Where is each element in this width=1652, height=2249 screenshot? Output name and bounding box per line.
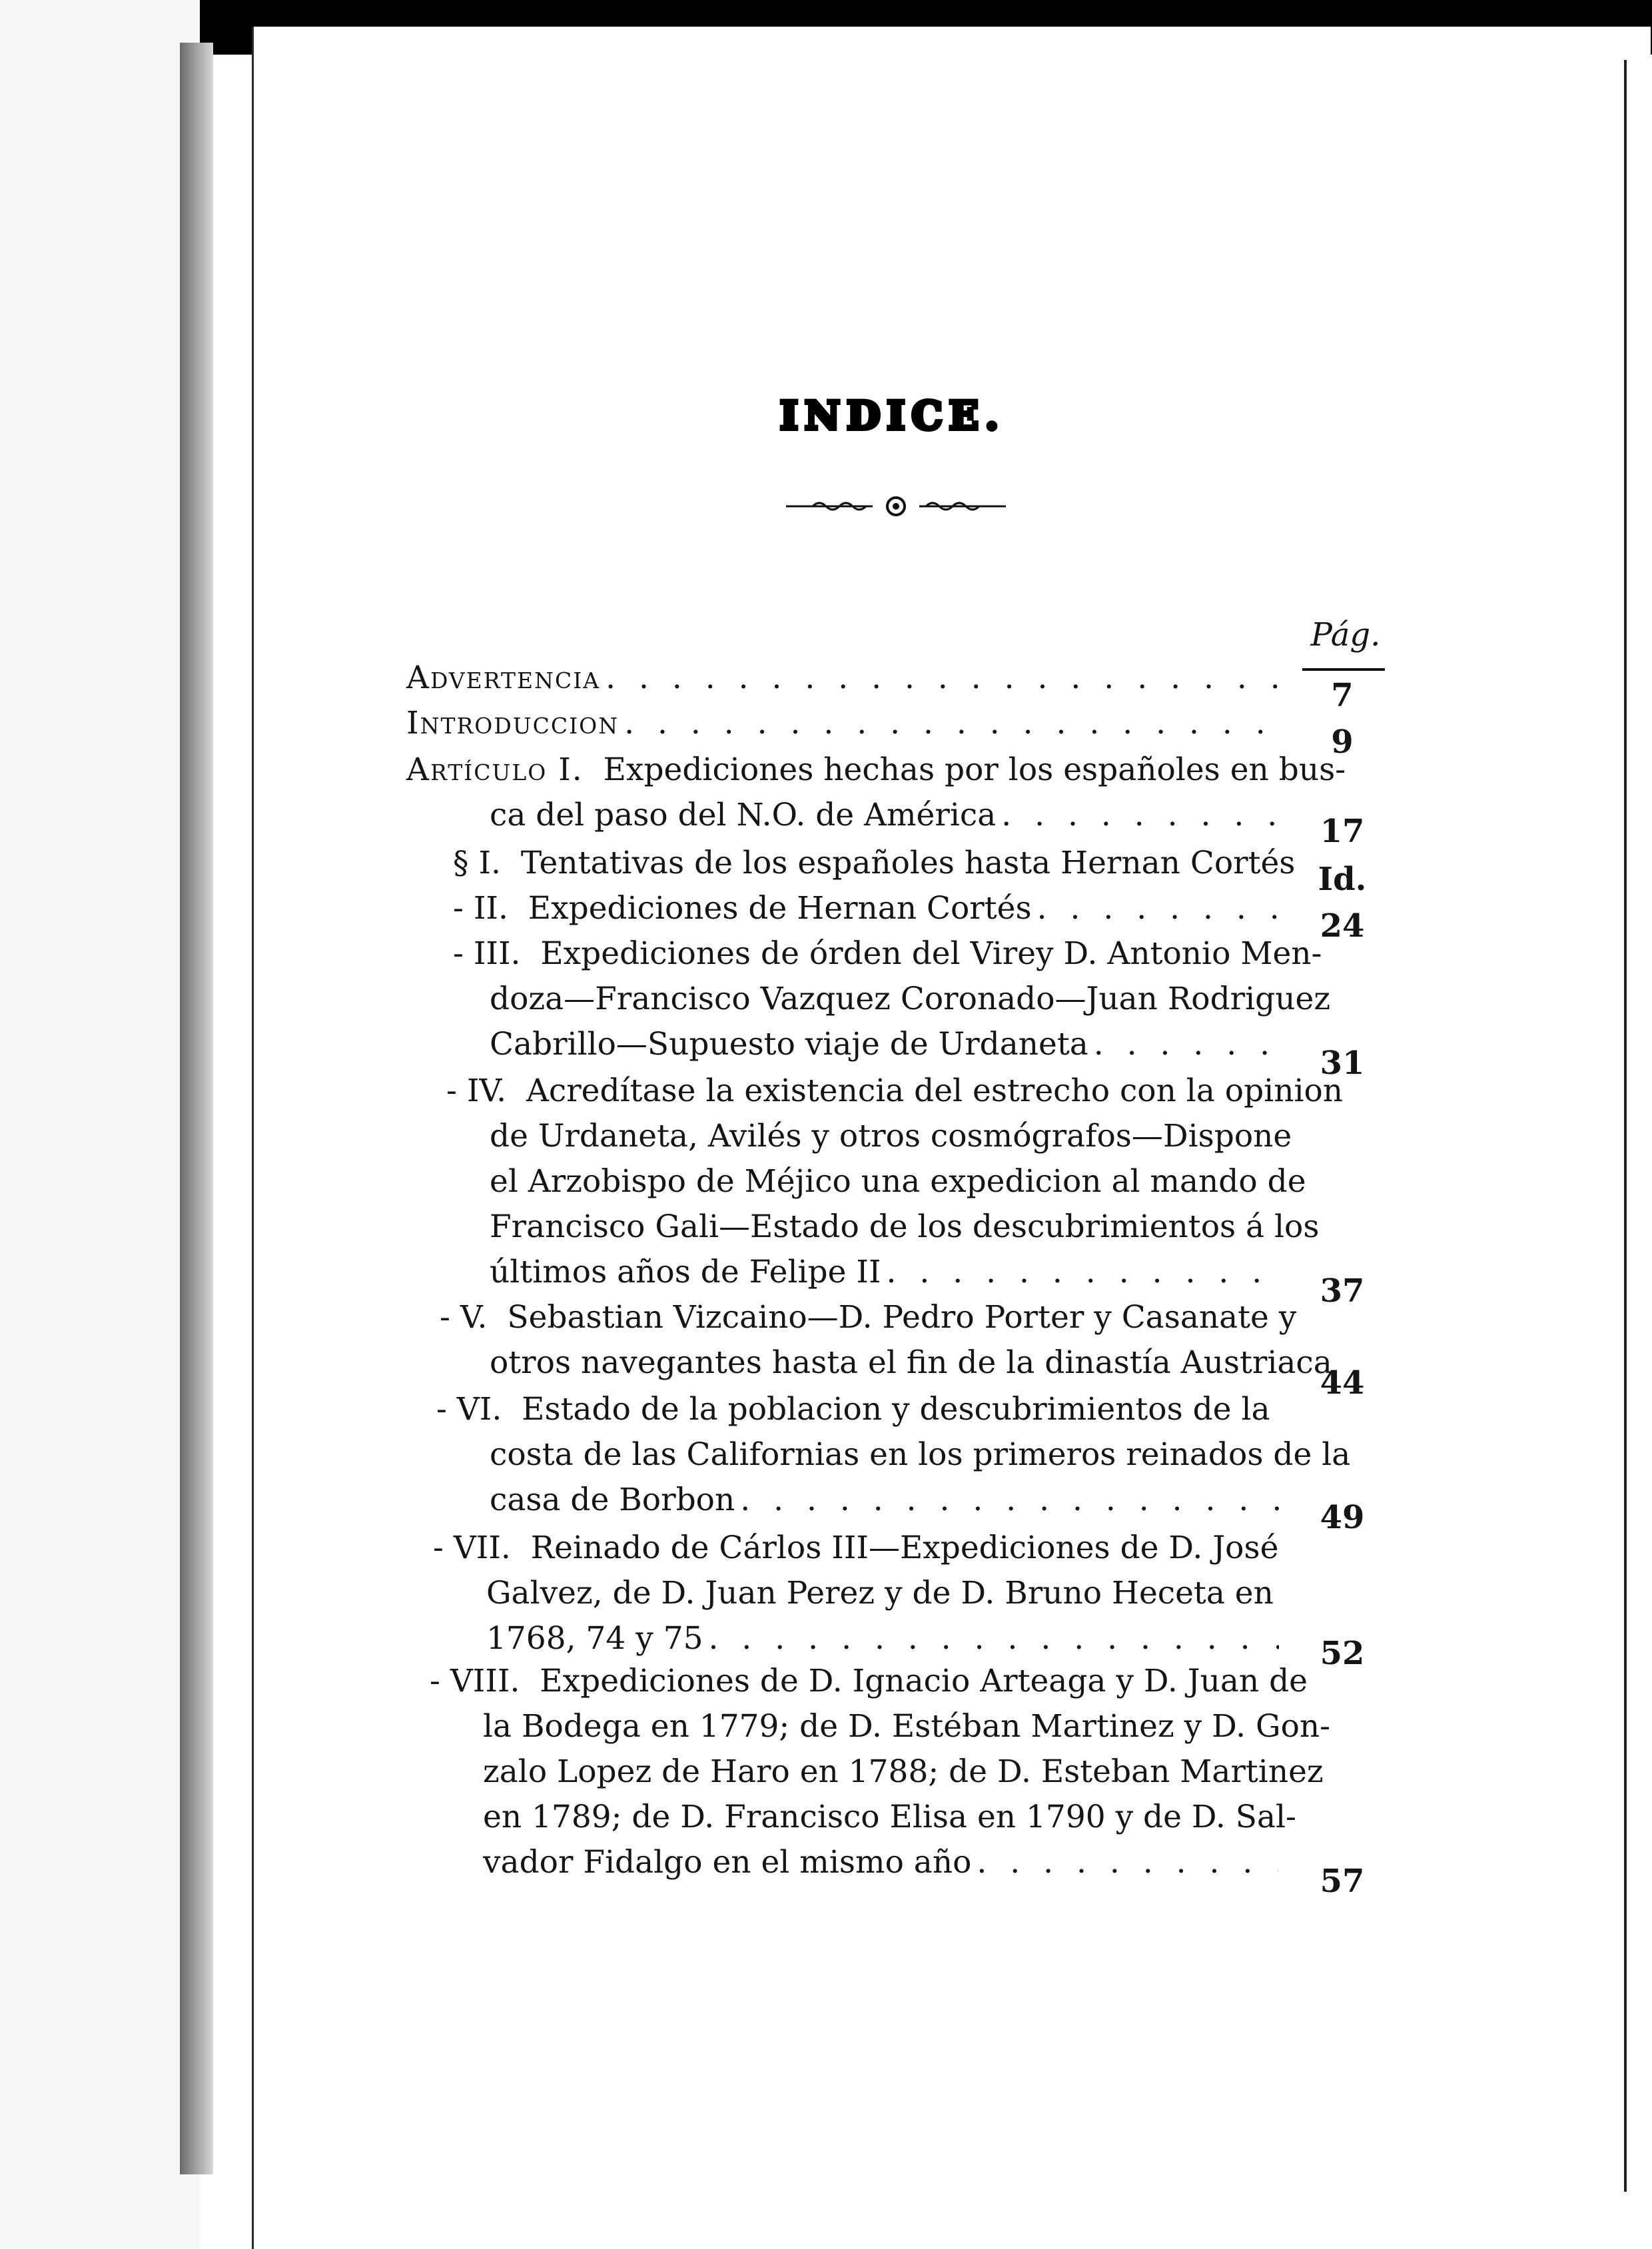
- entry-text: Acredítase la existencia del estrecho con la opinion: [526, 1073, 1344, 1109]
- page-title: INDICE.: [779, 393, 1006, 438]
- page-number: 49: [1320, 1499, 1365, 1536]
- page-number: 31: [1320, 1045, 1365, 1082]
- page-number: 9: [1331, 723, 1354, 761]
- entry-text: costa de las Californias en los primeros reinados de la: [490, 1436, 1351, 1473]
- toc-entry-section-1: [453, 841, 1296, 886]
- dot-leader: [1094, 1022, 1279, 1067]
- toc-entry-section-5: [440, 1295, 1332, 1386]
- toc-entry-section-6: [436, 1387, 1351, 1523]
- page-number: 57: [1320, 1863, 1365, 1900]
- title-ornament-icon: [786, 493, 1006, 520]
- dot-leader: [1037, 886, 1279, 931]
- entry-text: de Urdaneta, Avilés y otros cosmógrafos—Dispone: [490, 1118, 1292, 1154]
- entry-text: Expediciones de órden del Virey D. Antonio Men-: [540, 935, 1322, 972]
- entry-label: - VII.: [433, 1530, 511, 1566]
- entry-label: - VI.: [436, 1391, 502, 1428]
- page-number: 7: [1331, 677, 1354, 714]
- entry-label: - II.: [453, 890, 508, 927]
- entry-text: en 1789; de D. Francisco Elisa en 1790 y de D. Sal-: [483, 1799, 1296, 1835]
- entry-text: doza—Francisco Vazquez Coronado—Juan Rodriguez: [490, 981, 1331, 1017]
- toc-entry-section-8: [430, 1659, 1331, 1885]
- entry-text: casa de Borbon: [490, 1482, 735, 1518]
- book-spine-shadow: [180, 43, 213, 2174]
- entry-label: Introduccion: [406, 705, 620, 741]
- page-number: 52: [1320, 1635, 1365, 1672]
- entry-text: Reinado de Cárlos III—Expediciones de D. José: [530, 1530, 1279, 1566]
- entry-text: 1768, 74 y 75: [486, 1620, 703, 1657]
- entry-text: Sebastian Vizcaino—D. Pedro Porter y Casanate y: [507, 1299, 1297, 1336]
- entry-text: ca del paso del N.O. de América: [490, 797, 997, 833]
- entry-text: Galvez, de D. Juan Perez y de D. Bruno Heceta en: [486, 1575, 1274, 1611]
- entry-text: Francisco Gali—Estado de los descubrimientos á los: [490, 1208, 1320, 1245]
- entry-label: - III.: [453, 935, 521, 972]
- page-number: 24: [1320, 907, 1365, 945]
- entry-text: Expediciones hechas por los españoles en bus-: [603, 751, 1346, 788]
- dot-leader: [709, 1616, 1279, 1661]
- entry-text: el Arzobispo de Méjico una expedicion al mando de: [490, 1163, 1306, 1200]
- dot-leader: [740, 1478, 1279, 1523]
- dot-leader: [606, 656, 1279, 701]
- entry-text: Cabrillo—Supuesto viaje de Urdaneta: [490, 1026, 1088, 1063]
- entry-label: § I.: [453, 845, 501, 881]
- entry-text: Expediciones de Hernan Cortés: [528, 890, 1032, 927]
- toc-entry-articulo-1: [406, 747, 1346, 838]
- entry-text: Expediciones de D. Ignacio Arteaga y D. Juan de: [540, 1663, 1308, 1699]
- dot-leader: [624, 701, 1279, 746]
- entry-text: la Bodega en 1779; de D. Estéban Martinez y D. Gon-: [483, 1708, 1331, 1745]
- entry-text: zalo Lopez de Haro en 1788; de D. Esteban Martinez: [483, 1753, 1324, 1790]
- page-number: 44: [1320, 1364, 1365, 1402]
- entry-label: - V.: [440, 1299, 488, 1336]
- dot-leader: [1001, 793, 1279, 838]
- toc-entry-introduccion: [406, 701, 1279, 746]
- page-number: 37: [1320, 1272, 1365, 1310]
- toc-entry-advertencia: [406, 656, 1279, 701]
- toc-entry-section-2: [453, 886, 1279, 931]
- page-column-header: Pág.: [1310, 616, 1381, 654]
- dot-leader: [887, 1250, 1279, 1295]
- facing-page-edge: [0, 0, 200, 2249]
- entry-label: - VIII.: [430, 1663, 520, 1699]
- page-right-edge: [1624, 60, 1647, 2192]
- toc-entry-section-3: [453, 931, 1331, 1067]
- entry-text: otros navegantes hasta el fin de la dinastía Austriaca: [490, 1344, 1332, 1381]
- entry-label: Artículo I.: [406, 751, 584, 788]
- entry-text: Tentativas de los españoles hasta Hernan Cortés: [520, 845, 1296, 881]
- entry-text: vador Fidalgo en el mismo año: [483, 1844, 972, 1881]
- toc-entry-section-7: [433, 1526, 1279, 1661]
- entry-text: últimos años de Felipe II: [490, 1254, 881, 1290]
- dot-leader: [977, 1840, 1279, 1885]
- page-number: 17: [1320, 813, 1365, 850]
- entry-text: Estado de la poblacion y descubrimientos de la: [522, 1391, 1270, 1428]
- page-number: Id.: [1318, 861, 1367, 898]
- entry-label: - IV.: [446, 1073, 507, 1109]
- toc-entry-section-4: [446, 1069, 1344, 1295]
- page-column-rule: [1302, 668, 1385, 671]
- entry-label: Advertencia: [406, 660, 601, 696]
